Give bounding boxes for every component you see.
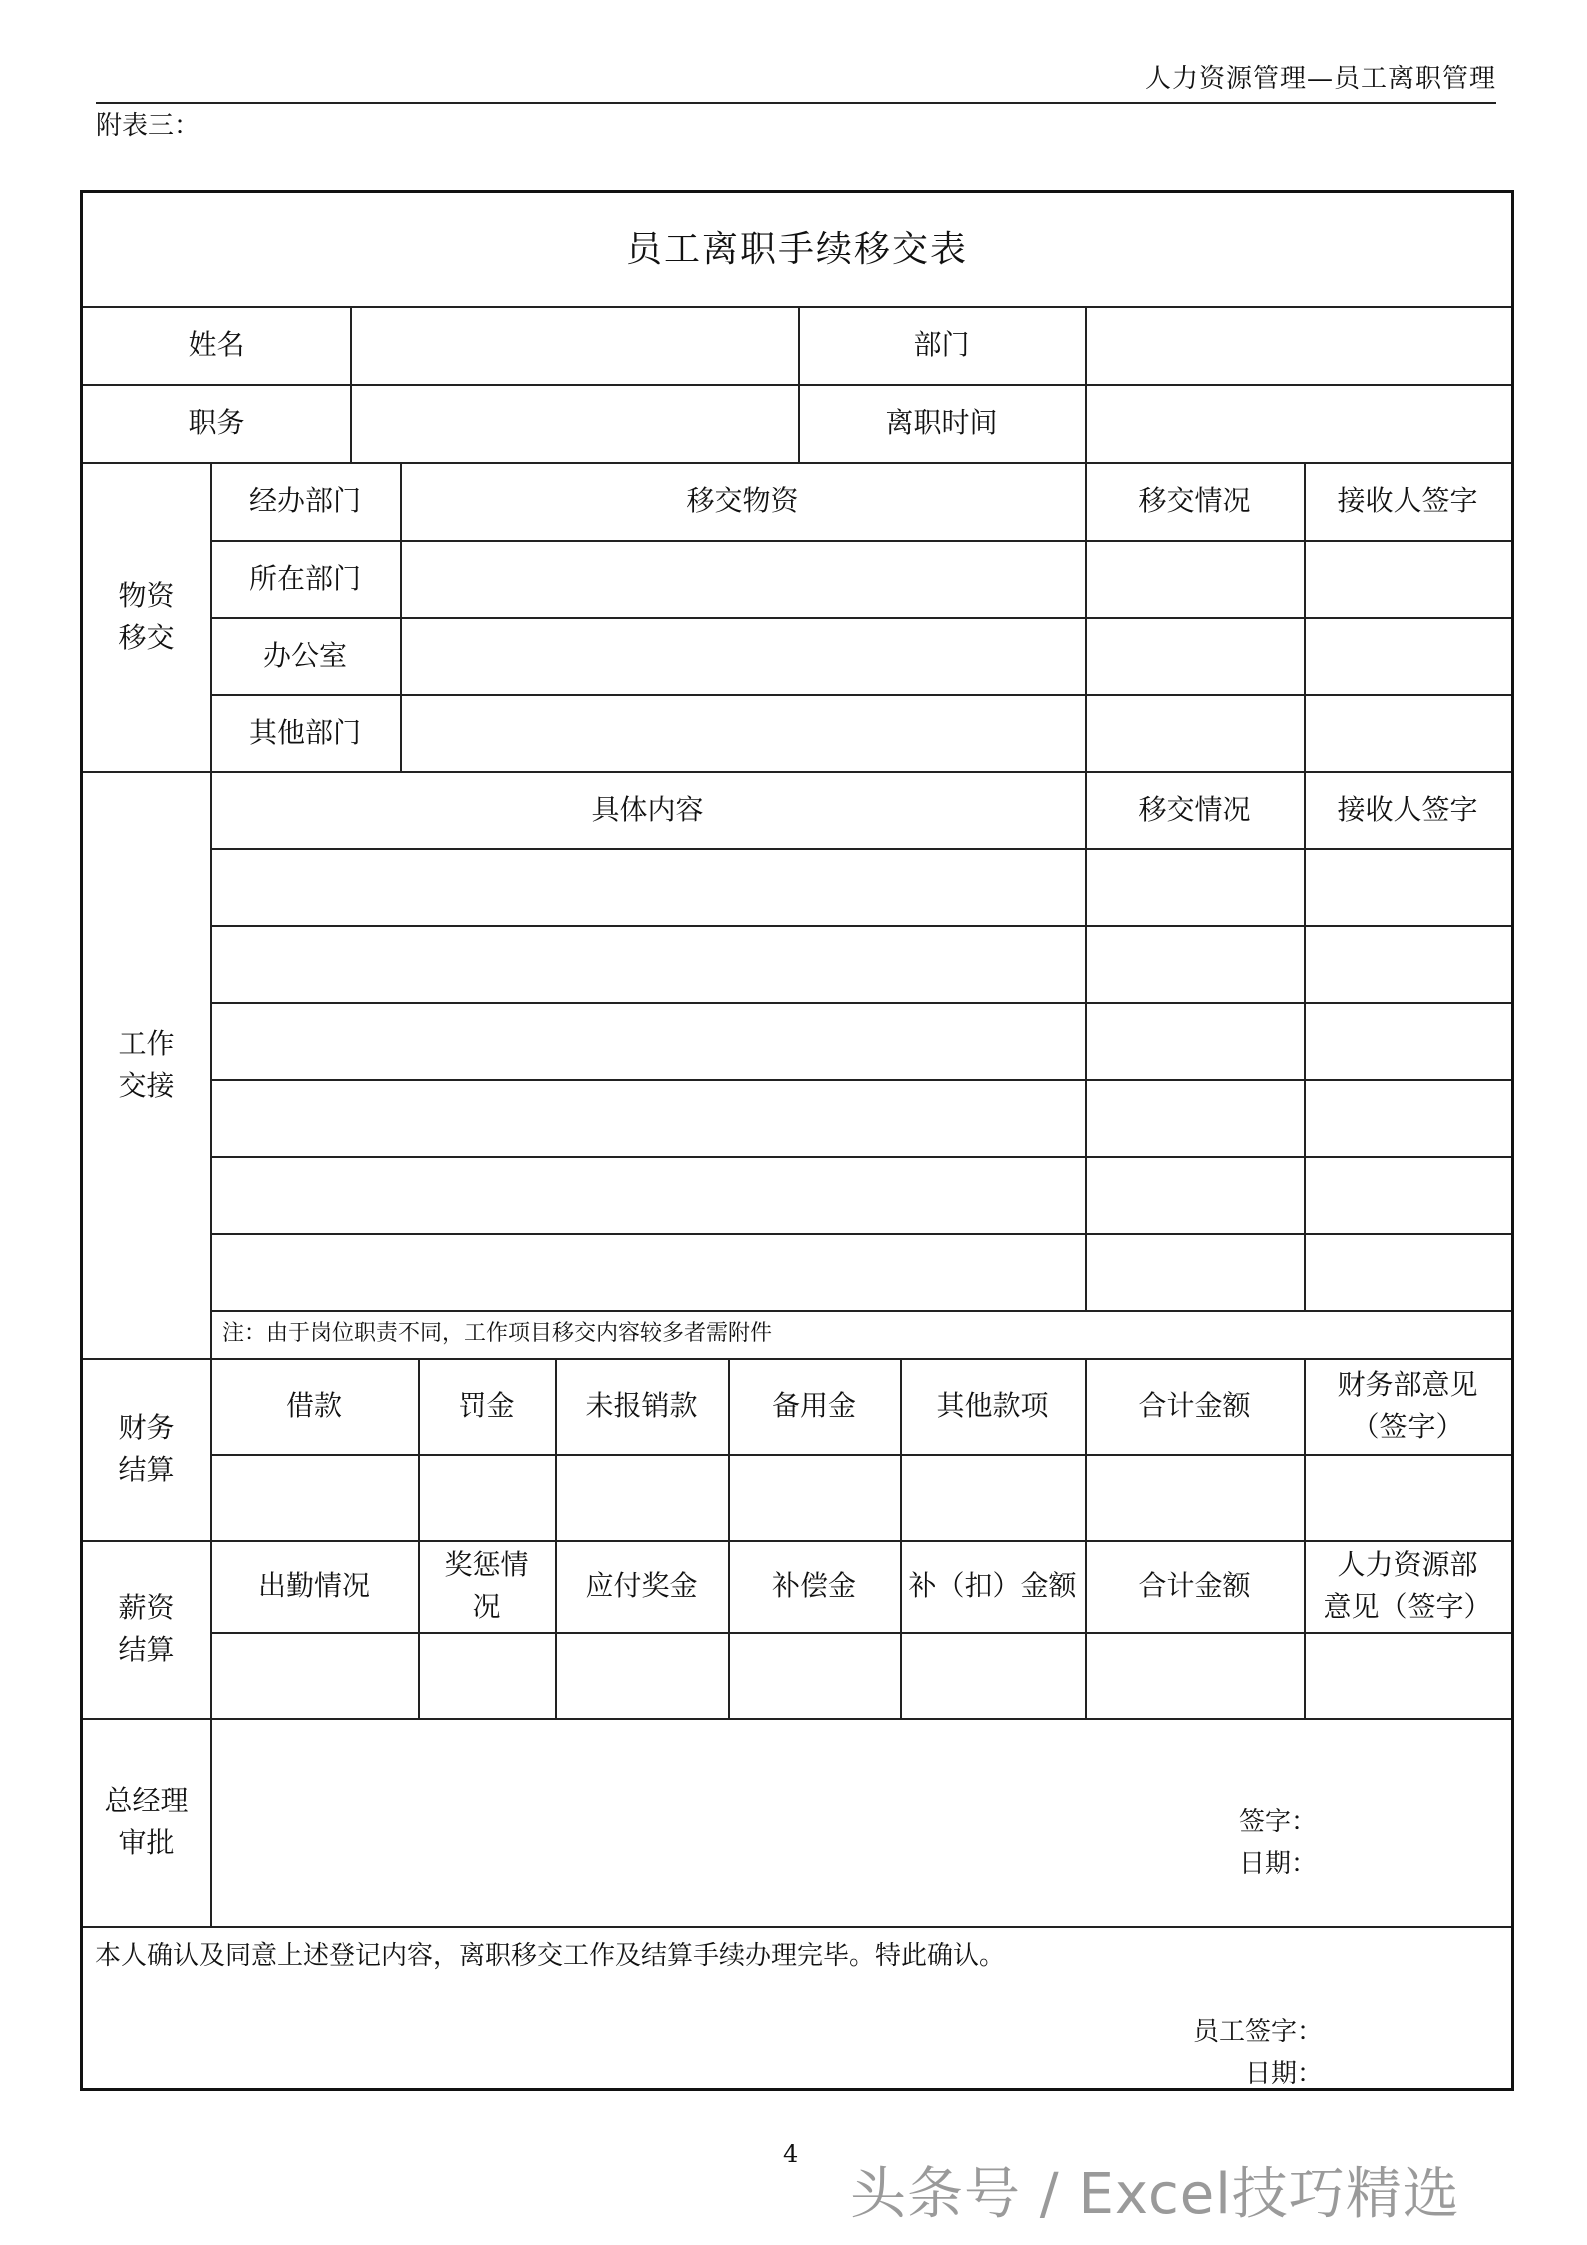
gm-date-label: 日期： [1239,1849,1318,1879]
salary-col-adjustment: 补（扣）金额 [908,1569,1077,1602]
rule [210,1079,1511,1081]
leave-date-label: 离职时间 [885,406,998,439]
header-title: 人力资源管理—员工离职管理 [1144,64,1496,94]
finance-col-petty-cash: 备用金 [771,1389,856,1422]
finance-col-other: 其他款项 [936,1389,1049,1422]
rule [210,694,1511,696]
col-status: 移交情况 [1138,484,1251,517]
page-header [96,58,1496,104]
work-note: 注：由于岗位职责不同，工作项目移交内容较多者需附件 [222,1321,773,1346]
page-number: 4 [783,2140,799,2168]
salary-col-compensation: 补偿金 [771,1569,856,1602]
watermark: 头条号 / Excel技巧精选 [850,2162,1460,2227]
gm-sign-block [1239,1801,1317,1885]
position-label: 职务 [188,406,245,439]
salary-col-attendance: 出勤情况 [257,1569,370,1602]
rule [210,1454,1511,1456]
employee-date-label: 日期： [1245,2059,1324,2089]
materials-row-label: 其他部门 [248,715,361,749]
rule [1304,462,1306,1310]
form-title: 员工离职手续移交表 [625,228,968,270]
name-label: 姓名 [188,328,245,361]
rule [83,1926,1511,1928]
salary-col-hr-opinion: 人力资源部 意见（签字） [1323,1548,1492,1623]
materials-section-label: 物资 移交 [118,578,175,654]
salary-col-bonus: 应付奖金 [585,1569,698,1602]
rule [83,1718,1511,1720]
rule [210,540,1511,542]
col-content: 具体内容 [591,792,704,826]
rule [210,1632,1511,1634]
gm-sign-label: 签字： [1239,1807,1318,1837]
rule [210,1233,1511,1235]
finance-col-opinion: 财务部意见 （签字） [1337,1368,1478,1443]
col-handling-dept: 经办部门 [248,484,361,517]
employee-sign-label: 员工签字： [1193,2017,1324,2047]
dept-field[interactable] [1086,307,1510,383]
col-receiver-sign: 接收人签字 [1337,792,1478,826]
rule [210,1156,1511,1158]
finance-col-loan: 借款 [285,1389,342,1422]
employee-sign-block [1193,2011,1323,2095]
confirmation-text: 本人确认及同意上述登记内容，离职移交工作及结算手续办理完毕。特此确认。 [95,1941,1006,1971]
work-section-label: 工作 交接 [118,1026,175,1102]
col-items: 移交物资 [686,484,799,517]
salary-col-total: 合计金额 [1138,1569,1251,1602]
rule [210,617,1511,619]
rule [210,848,1511,850]
finance-col-unreimbursed: 未报销款 [585,1389,698,1422]
col-receiver-sign: 接收人签字 [1337,484,1478,517]
handover-form [80,190,1514,2091]
finance-col-penalty: 罚金 [458,1389,515,1422]
finance-section-label: 财务 结算 [118,1411,175,1486]
rule [210,1002,1511,1004]
gm-section-label: 总经理 审批 [104,1784,189,1859]
salary-section-label: 薪资 结算 [118,1591,175,1666]
name-field[interactable] [351,307,797,383]
appendix-label: 附表三： [96,111,201,141]
salary-col-reward-penalty: 奖惩情 况 [444,1548,529,1623]
leave-date-field[interactable] [1086,385,1510,461]
position-field[interactable] [351,385,797,461]
col-status: 移交情况 [1138,792,1251,826]
materials-row-label: 所在部门 [248,561,361,595]
dept-label: 部门 [913,328,970,361]
rule [210,925,1511,927]
finance-col-total: 合计金额 [1138,1389,1251,1422]
materials-row-label: 办公室 [262,638,347,672]
rule [1085,462,1087,1310]
